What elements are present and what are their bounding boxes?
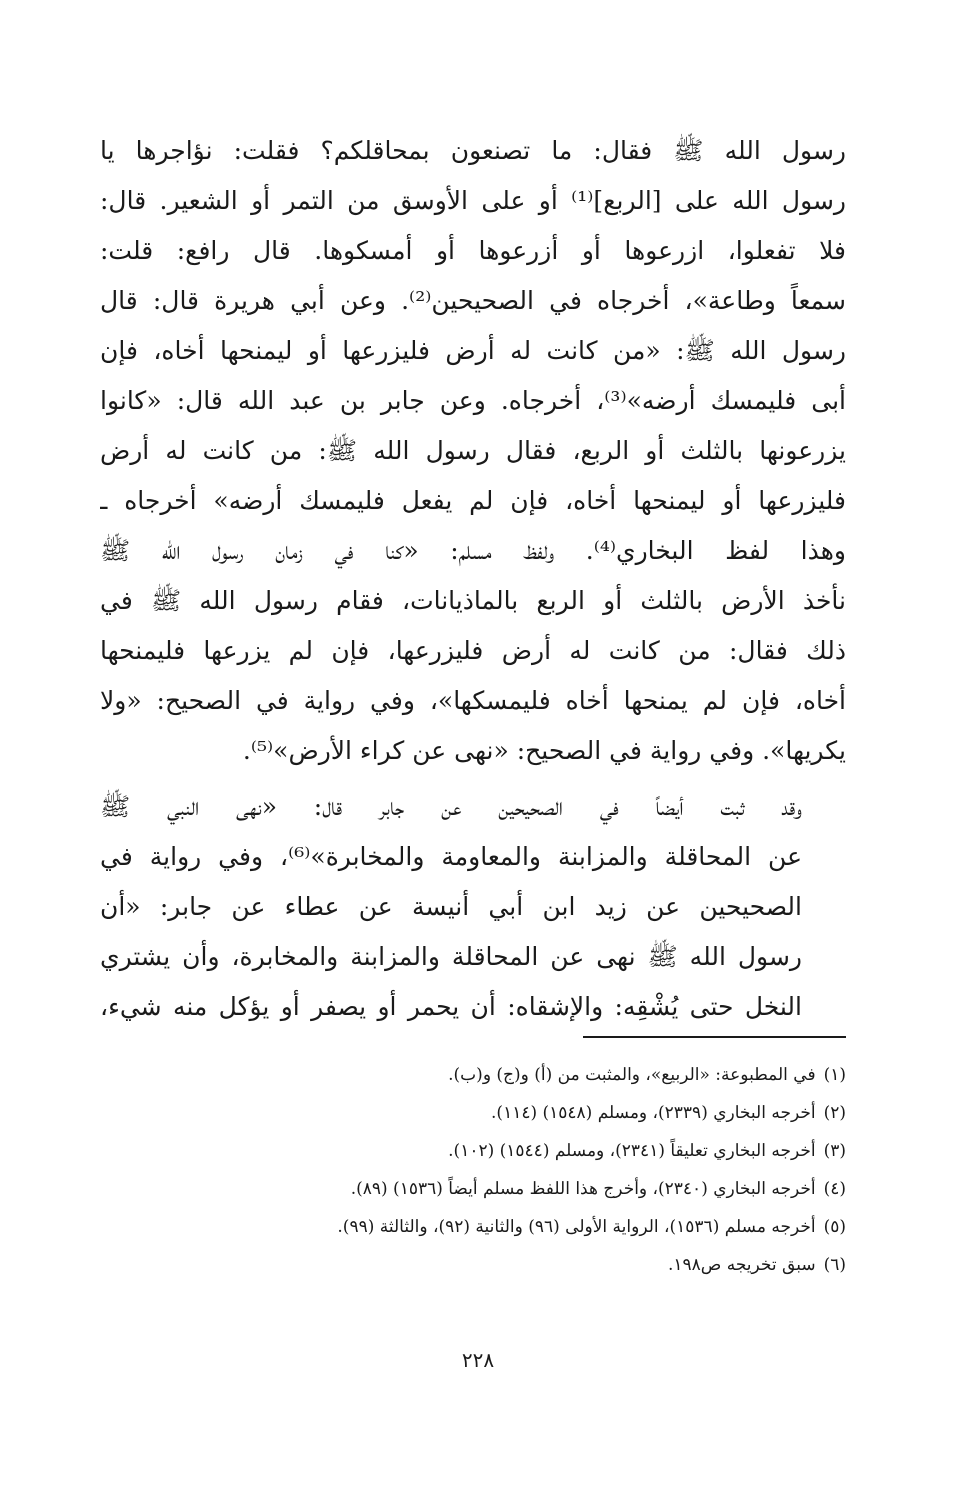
text-line: النخل حتى يُشْقِه: والإشقاه: أن يحمر أو يصفر أو يؤكل منه شيء، [100, 992, 802, 1021]
footnotes [110, 1056, 846, 1284]
text-line: فلا تفعلوا، ازرعوها أو أزرعوها أو أمسكوها. قال رافع: قلت: [100, 236, 846, 265]
footnote-number: (٥) [823, 1217, 846, 1237]
paragraph-1 [100, 126, 846, 776]
text-line: الصحيحين عن زيد ابن أبي أنيسة عن عطاء عن جابر: «أن [100, 892, 802, 921]
footnote-3 [110, 1132, 846, 1170]
text-line: رسول الله ﷺ نهى عن المحاقلة والمزابنة والمخابرة، وأن يشتري [100, 942, 802, 971]
footnote-2 [110, 1094, 846, 1132]
text-line: وقد ثبت أيضاً في الصحيحين عن جابر قال: «نهى النبي ﷺ [100, 792, 802, 821]
text-line: يكريها». وفي رواية في الصحيح: «نهى عن كراء الأرض»⁽⁵⁾. [242, 736, 846, 765]
footnote-4 [110, 1170, 846, 1208]
footnote-1 [110, 1056, 846, 1094]
text-line: سمعاً وطاعة»، أخرجاه في الصحيحين⁽²⁾. وعن أبي هريرة قال: قال [100, 286, 846, 315]
footnote-text: أخرجه البخاري (٢٣٤٠)، وأخرج هذا اللفظ مسلم أيضاً (١٥٣٦) (٨٩). [350, 1179, 816, 1199]
text-line: رسول الله على [الربع]⁽¹⁾ أو على الأوسق من التمر أو الشعير. قال: [100, 186, 846, 215]
footnote-text: أخرجه البخاري تعليقاً (٢٣٤١)، ومسلم (١٥٤٤) (١٠٢). [448, 1141, 816, 1161]
text-line: نأخذ الأرض بالثلث أو الربع بالماذيانات، فقام رسول الله ﷺ في [100, 586, 846, 615]
footnote-text: أخرجه مسلم (١٥٣٦)، الرواية الأولى (٩٦) والثانية (٩٢)، والثالثة (٩٩). [337, 1217, 816, 1237]
text-line: رسول الله ﷺ فقال: ما تصنعون بمحاقلكم؟ فقلت: نؤاجرها يا [100, 136, 846, 165]
text-line: ذلك فقال: من كانت له أرض فليزرعها، فإن لم يزرعها فليمنحها [100, 636, 846, 665]
text-line: أبى فليمسك أرضه»⁽³⁾، أخرجاه. وعن جابر بن عبد الله قال: «كانوا [100, 386, 846, 415]
footnote-number: (٦) [823, 1255, 846, 1275]
footnote-number: (١) [823, 1065, 846, 1085]
footnote-number: (٣) [823, 1141, 846, 1161]
text-line: رسول الله ﷺ: «من كانت له أرض فليزرعها أو ليمنحها أخاه، فإن [100, 336, 846, 365]
body-text [100, 126, 846, 1032]
footnote-number: (٤) [823, 1179, 846, 1199]
footnote-5 [110, 1208, 846, 1246]
footnote-number: (٢) [823, 1103, 846, 1123]
text-line: وهذا لفظ البخاري⁽⁴⁾. ولفظ مسلم: «كنا في زمان رسول الله ﷺ [100, 536, 846, 565]
text-line: يزرعونها بالثلث أو الربع، فقال رسول الله ﷺ: من كانت له أرض [100, 436, 846, 465]
page-number: ٢٢٨ [461, 1348, 495, 1372]
footnote-text: في المطبوعة: «الربيع»، والمثبت من (أ) و(ج) و(ب). [448, 1065, 816, 1085]
paragraph-2 [100, 782, 846, 1032]
footnote-separator [583, 1036, 846, 1038]
text-line: فليزرعها أو ليمنحها أخاه، فإن لم يفعل فليمسك أرضه» أخرجاه ـ [100, 486, 846, 515]
text-line: أخاه، فإن لم يمنحها أخاه فليمسكها»، وفي رواية في الصحيح: «ولا [100, 686, 846, 715]
footnote-6 [110, 1246, 846, 1284]
footnote-text: أخرجه البخاري (٢٣٣٩)، ومسلم (١٥٤٨) (١١٤). [491, 1103, 816, 1123]
footnote-text: سبق تخريجه ص١٩٨. [667, 1255, 816, 1275]
text-line: عن المحاقلة والمزابنة والمعاومة والمخابرة»⁽⁶⁾، وفي رواية في [100, 842, 802, 871]
